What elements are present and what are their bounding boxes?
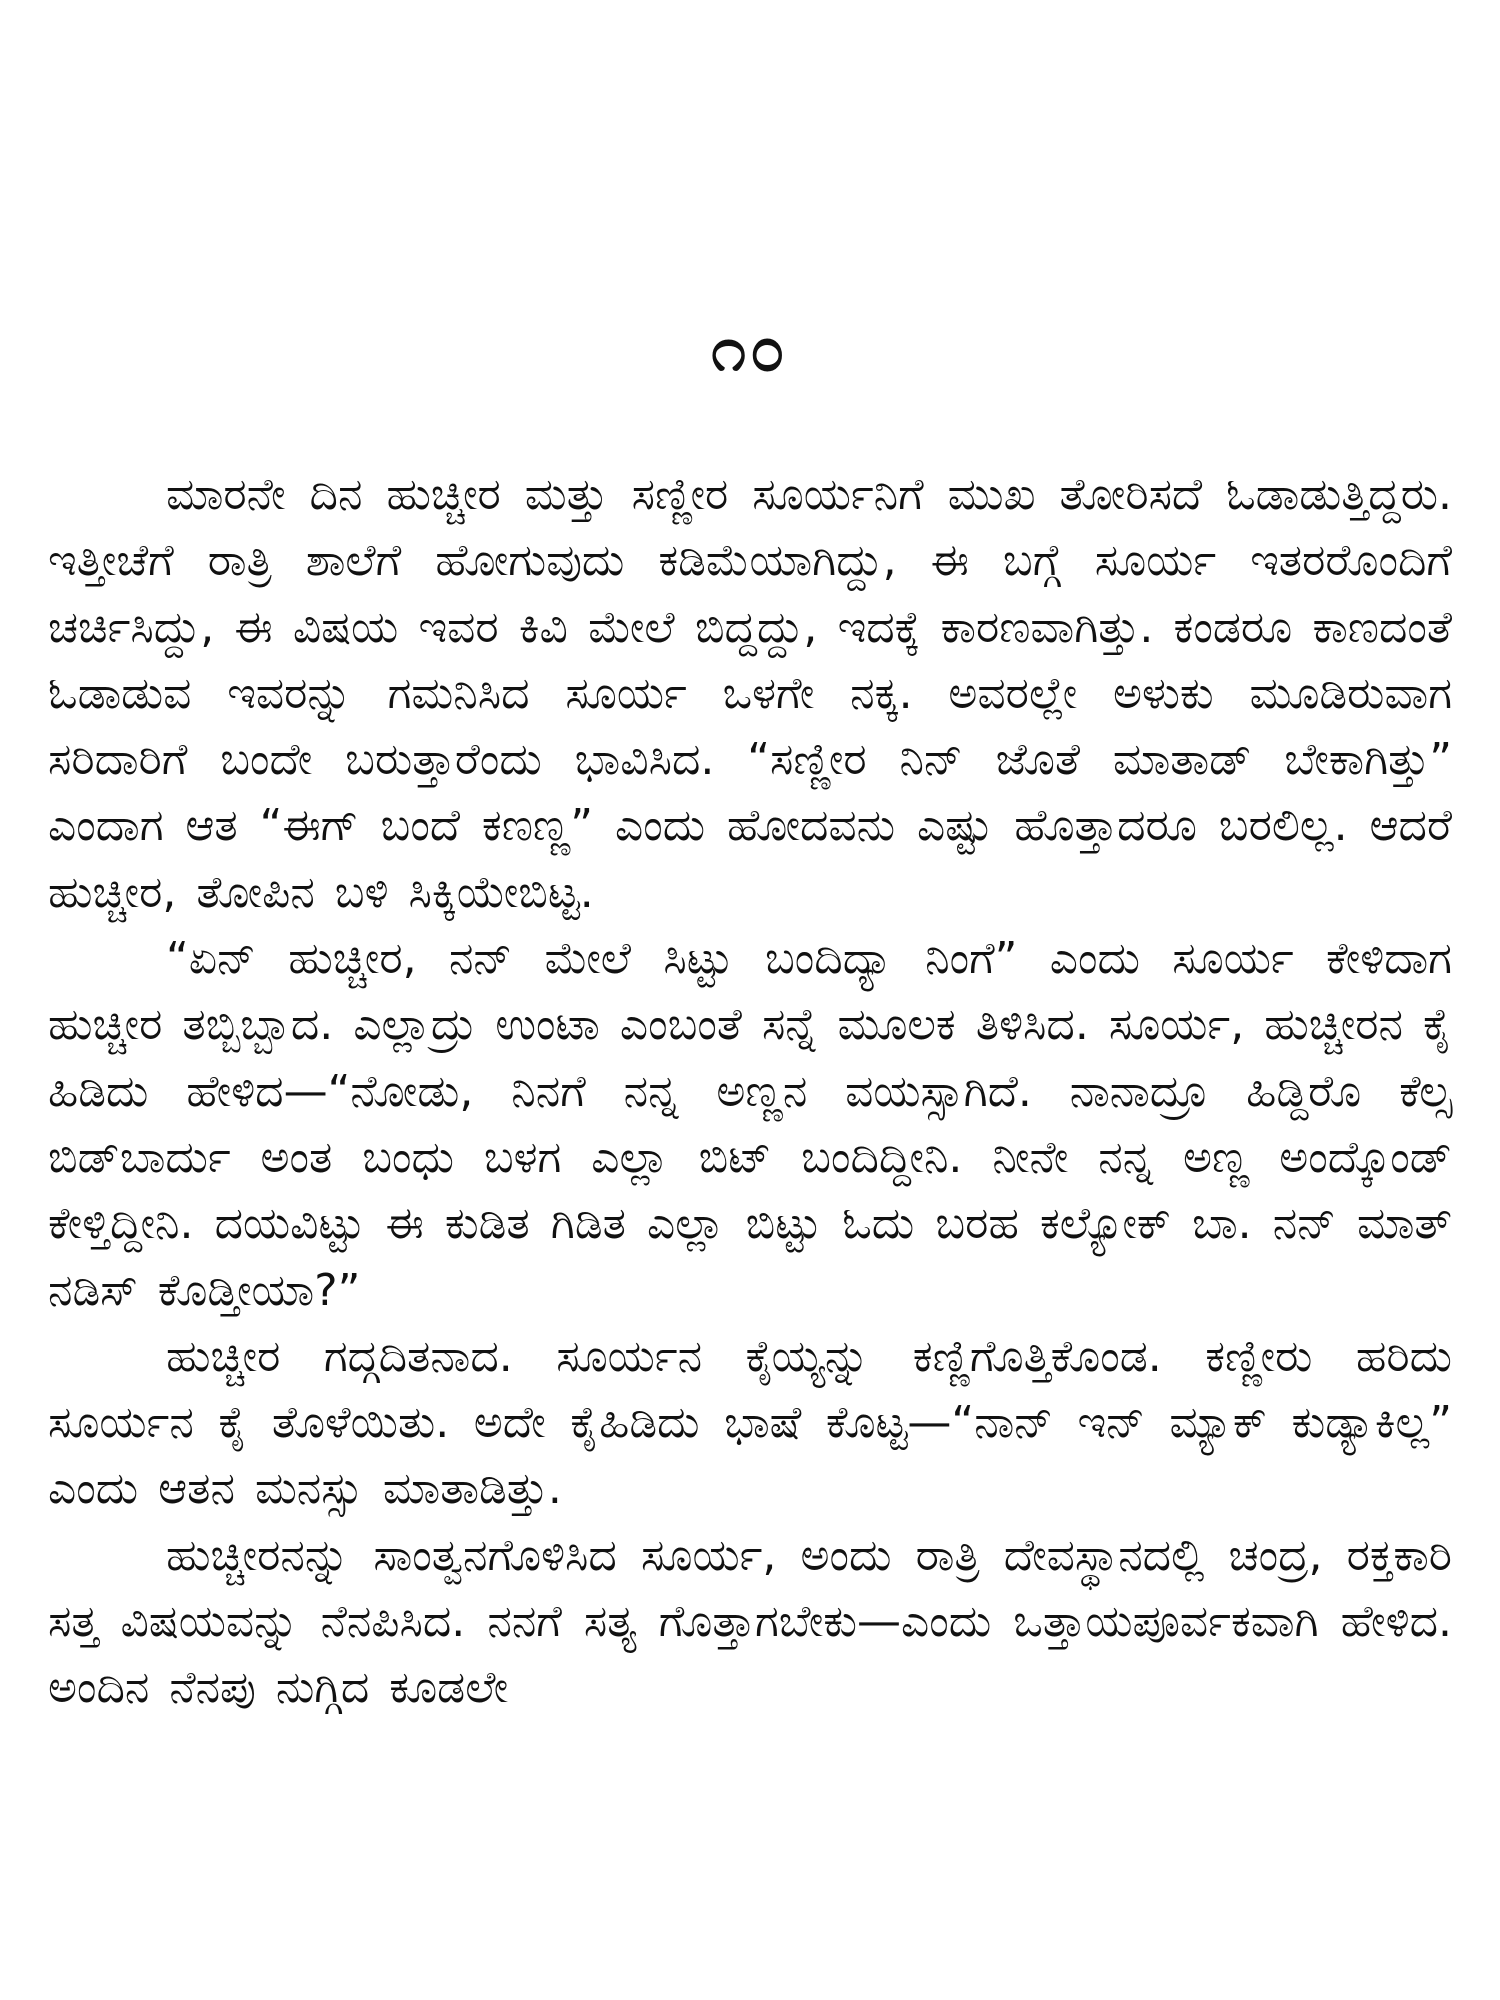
paragraph: ಮಾರನೇ ದಿನ ಹುಚ್ಚೀರ ಮತ್ತು ಸಣ್ಣೀರ ಸೂರ್ಯನಿಗೆ ಮುಖ ತೋರಿಸದೆ ಓಡಾಡುತ್ತಿದ್ದರು. ಇತ್ತೀಚೆಗೆ ರಾತ್ರಿ ಶಾಲೆಗೆ ಹೋಗುವುದು ಕಡಿಮೆಯಾಗಿದ್ದು, ಈ ಬಗ್ಗೆ ಸೂರ್ಯ ಇತರರೊಂದಿಗೆ ಚರ್ಚಿಸಿದ್ದು, ಈ ವಿಷಯ ಇವರ ಕಿವಿ ಮೇಲೆ ಬಿದ್ದದ್ದು, ಇದಕ್ಕೆ ಕಾರಣವಾಗಿತ್ತು. ಕಂಡರೂ ಕಾಣದಂತೆ ಓಡಾಡುವ ಇವರನ್ನು ಗಮನಿಸಿದ ಸೂರ್ಯ ಒಳಗೇ ನಕ್ಕ. ಅವರಲ್ಲೇ ಅಳುಕು ಮೂಡಿರುವಾಗ ಸರಿದಾರಿಗೆ ಬಂದೇ ಬರುತ್ತಾರೆಂದು ಭಾವಿಸಿದ. “ಸಣ್ಣೀರ ನಿನ್ ಜೊತೆ ಮಾತಾಡ್ ಬೇಕಾಗಿತ್ತು” ಎಂದಾಗ ಆತ “ಈಗ್ ಬಂದೆ ಕಣಣ್ಣ” ಎಂದು ಹೋದವನು ಎಷ್ಟು ಹೊತ್ತಾದರೂ ಬರಲಿಲ್ಲ. ಆದರೆ ಹುಚ್ಚೀರ, ತೋಪಿನ ಬಳಿ ಸಿಕ್ಕಿಯೇಬಿಟ್ಟ. — [48, 469, 1452, 918]
paragraph: ಹುಚ್ಚೀರನನ್ನು ಸಾಂತ್ವನಗೊಳಿಸಿದ ಸೂರ್ಯ, ಅಂದು ರಾತ್ರಿ ದೇವಸ್ಥಾನದಲ್ಲಿ ಚಂದ್ರ, ರಕ್ತಕಾರಿ ಸತ್ತ ವಿಷಯವನ್ನು ನೆನಪಿಸಿದ. ನನಗೆ ಸತ್ಯ ಗೊತ್ತಾಗಬೇಕು—ಎಂದು ಒತ್ತಾಯಪೂರ್ವಕವಾಗಿ ಹೇಳಿದ. ಅಂದಿನ ನೆನಪು ನುಗ್ಗಿದ ಕೂಡಲೇ — [48, 1529, 1452, 1714]
paragraph: ಹುಚ್ಚೀರ ಗದ್ಗದಿತನಾದ. ಸೂರ್ಯನ ಕೈಯ್ಯನ್ನು ಕಣ್ಣಿಗೊತ್ತಿಕೊಂಡ. ಕಣ್ಣೀರು ಹರಿದು ಸೂರ್ಯನ ಕೈ ತೊಳೆಯಿತು. ಅದೇ ಕೈಹಿಡಿದು ಭಾಷೆ ಕೊಟ್ಟ—“ನಾನ್ ಇನ್ ಮ್ಯಾಕ್ ಕುಡ್ಯಾಕಿಲ್ಲ” ಎಂದು ಆತನ ಮನಸ್ಸು ಮಾತಾಡಿತ್ತು. — [48, 1330, 1452, 1515]
paragraph: “ಏನ್ ಹುಚ್ಚೀರ, ನನ್ ಮೇಲೆ ಸಿಟ್ಟು ಬಂದಿದ್ಯಾ ನಿಂಗೆ” ಎಂದು ಸೂರ್ಯ ಕೇಳಿದಾಗ ಹುಚ್ಚೀರ ತಬ್ಬಿಬ್ಬಾದ. ಎಲ್ಲಾದ್ರು ಉಂಟಾ ಎಂಬಂತೆ ಸನ್ನೆ ಮೂಲಕ ತಿಳಿಸಿದ. ಸೂರ್ಯ, ಹುಚ್ಚೀರನ ಕೈ ಹಿಡಿದು ಹೇಳಿದ—“ನೋಡು, ನಿನಗೆ ನನ್ನ ಅಣ್ಣನ ವಯಸ್ಸಾಗಿದೆ. ನಾನಾದ್ರೂ ಹಿಡ್ದಿರೊ ಕೆಲ್ಸ ಬಿಡ್‌ಬಾರ್ದು ಅಂತ ಬಂಧು ಬಳಗ ಎಲ್ಲಾ ಬಿಟ್ ಬಂದಿದ್ದೀನಿ. ನೀನೇ ನನ್ನ ಅಣ್ಣ ಅಂದ್ಕೊಂಡ್ ಕೇಳ್ತಿದ್ದೀನಿ. ದಯವಿಟ್ಟು ಈ ಕುಡಿತ ಗಿಡಿತ ಎಲ್ಲಾ ಬಿಟ್ಟು ಓದು ಬರಹ ಕಲ್ಯೋಕ್ ಬಾ. ನನ್ ಮಾತ್ ನಡಿಸ್ ಕೊಡ್ತೀಯಾ?” — [48, 933, 1452, 1316]
chapter-number: ೧೦ — [711, 312, 789, 385]
chapter-body — [48, 462, 1452, 1722]
book-page — [48, 0, 1452, 2000]
